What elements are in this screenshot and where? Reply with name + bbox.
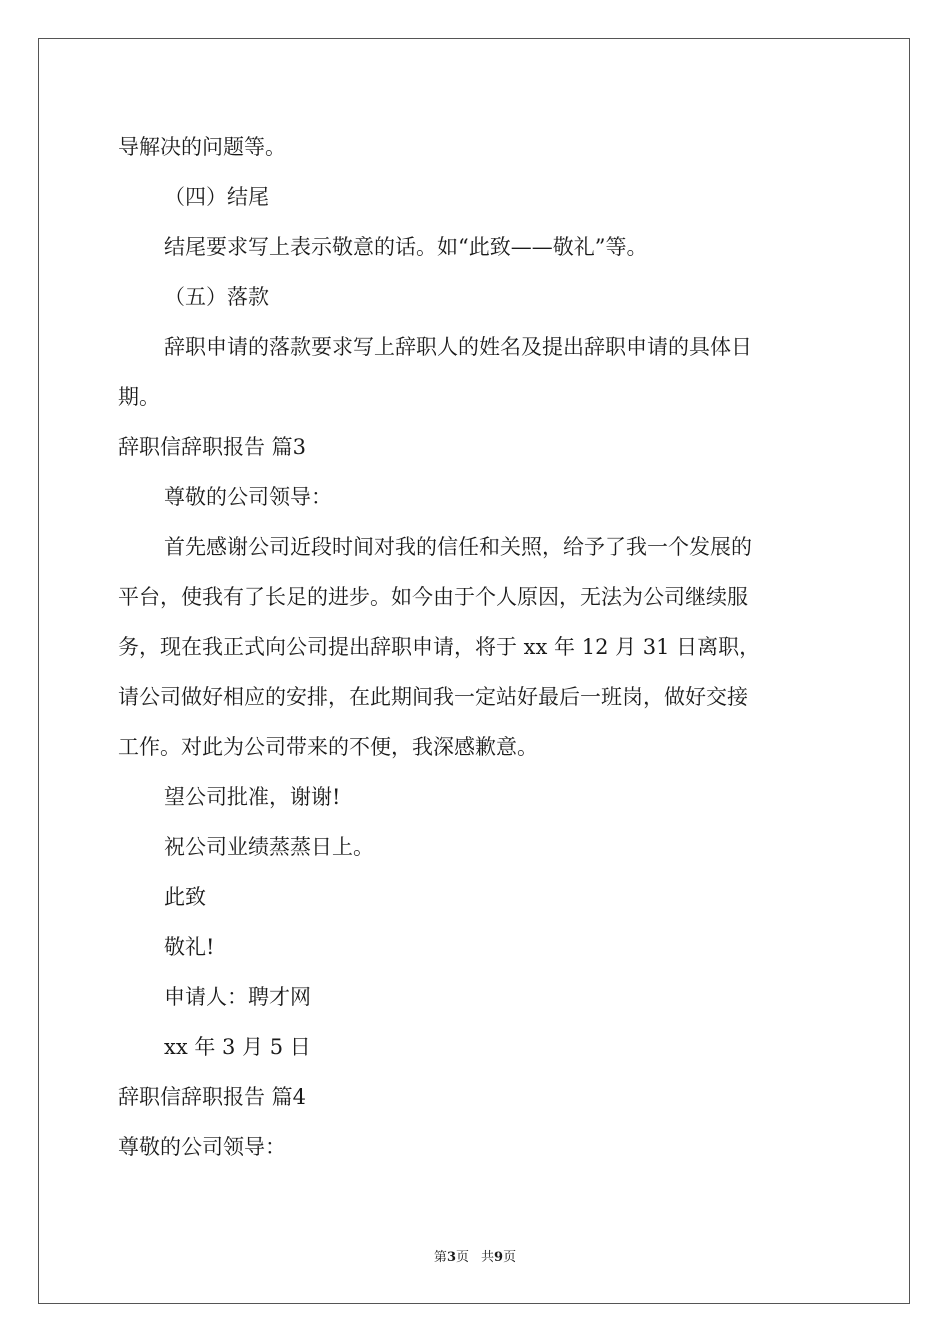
closing-line: 此致 (164, 885, 206, 909)
text-line-2: （四）结尾 (164, 185, 269, 209)
footer-total-suffix: 页 (503, 1250, 517, 1265)
text-line-1: 导解决的问题等。 (118, 135, 286, 159)
text-line-3: 结尾要求写上表示敬意的话。如“此致——敬礼”等。 (164, 235, 648, 259)
document-body (118, 122, 834, 1172)
footer-total-number: 9 (494, 1250, 504, 1265)
date-line: xx 年 3 月 5 日 (164, 1035, 311, 1059)
applicant-line: 申请人：聘才网 (164, 985, 311, 1009)
text-line-4: （五）落款 (164, 285, 269, 309)
salutation: 尊敬的公司领导： (164, 485, 332, 509)
text-line-10: 平台，使我有了长足的进步。如今由于个人原因，无法为公司继续服 (118, 585, 748, 609)
text-line-6: 期。 (118, 385, 160, 409)
text-line-14: 望公司批准，谢谢! (164, 785, 341, 809)
footer-page-number: 3 (446, 1250, 456, 1265)
text-line-12: 请公司做好相应的安排，在此期间我一定站好最后一班岗，做好交接 (118, 685, 748, 709)
page-footer (0, 1246, 950, 1265)
footer-page-suffix: 页 (455, 1250, 469, 1265)
text-line-15: 祝公司业绩蒸蒸日上。 (164, 835, 374, 859)
footer-page-prefix: 第 (433, 1250, 447, 1265)
section-heading-4: 辞职信辞职报告 篇4 (118, 1085, 307, 1109)
closing-regards: 敬礼! (164, 935, 215, 959)
footer-total-prefix: 共 (481, 1250, 495, 1265)
text-line-9: 首先感谢公司近段时间对我的信任和关照，给予了我一个发展的 (164, 535, 752, 559)
salutation-2: 尊敬的公司领导： (118, 1135, 286, 1159)
text-line-11: 务，现在我正式向公司提出辞职申请，将于 xx 年 12 月 31 日离职， (118, 635, 761, 659)
section-heading-3: 辞职信辞职报告 篇3 (118, 435, 307, 459)
text-line-13: 工作。对此为公司带来的不便，我深感歉意。 (118, 735, 538, 759)
text-line-5: 辞职申请的落款要求写上辞职人的姓名及提出辞职申请的具体日 (164, 335, 752, 359)
